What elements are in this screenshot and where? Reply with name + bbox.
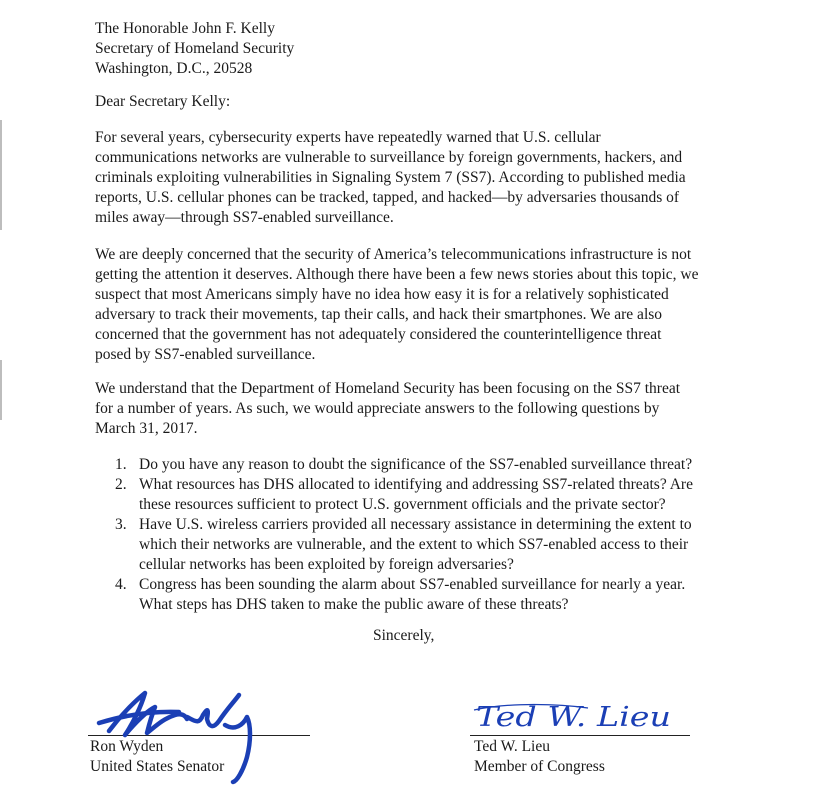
question-line: Do you have any reason to doubt the significance of the SS7-enabled surveillance threat? <box>139 456 693 473</box>
list-item <box>115 575 765 615</box>
scan-edge-mark <box>0 120 2 230</box>
recipient-address <box>95 19 294 79</box>
paragraph-line: adversary to track their movements, tap their calls, and hack their smartphones. We are also <box>95 306 663 323</box>
paragraph-line: suspect that most Americans simply have no idea how easy it is for a relatively sophisticated <box>95 286 669 303</box>
paragraph-line: reports, U.S. cellular phones can be tracked, tapped, and hacked—by adversaries thousands of <box>95 189 680 206</box>
paragraph-line: We are deeply concerned that the security of America’s telecommunications infrastructure is not <box>95 246 692 263</box>
question-number: 4. <box>115 576 127 593</box>
paragraph-line: miles away—through SS7-enabled surveillance. <box>95 209 394 226</box>
signatory-title: United States Senator <box>90 758 225 775</box>
paragraph <box>95 128 735 228</box>
signatory-lieu <box>474 737 605 777</box>
paragraph <box>95 379 735 439</box>
signatory-name: Ron Wyden <box>90 738 164 755</box>
lieu-signature <box>470 698 680 738</box>
list-item <box>115 515 765 575</box>
list-item <box>115 455 765 475</box>
question-number: 2. <box>115 476 127 493</box>
paragraph-line: communications networks are vulnerable to surveillance by foreign governments, hackers, and <box>95 149 683 166</box>
question-number: 3. <box>115 516 127 533</box>
paragraph-line: getting the attention it deserves. Although there have been a few news stories about this topic, we <box>95 266 699 283</box>
paragraph-line: We understand that the Department of Homeland Security has been focusing on the SS7 threat <box>95 380 681 397</box>
paragraph-line: posed by SS7-enabled surveillance. <box>95 346 316 363</box>
paragraph-line: for a number of years. As such, we would appreciate answers to the following questions by <box>95 400 660 417</box>
question-line: these resources sufficient to protect U.S. government officials and the private sector? <box>139 496 666 513</box>
paragraph-line: criminals exploiting vulnerabilities in Signaling System 7 (SS7). According to published media <box>95 169 686 186</box>
question-line: What resources has DHS allocated to identifying and addressing SS7-related threats? Are <box>139 476 693 493</box>
question-number: 1. <box>115 456 127 473</box>
recipient-title: Secretary of Homeland Security <box>95 40 295 57</box>
signatory-title: Member of Congress <box>474 758 605 775</box>
list-item <box>115 475 765 515</box>
question-line: What steps has DHS taken to make the public aware of these threats? <box>139 596 569 613</box>
recipient-city: Washington, D.C., 20528 <box>95 60 253 77</box>
recipient-name: The Honorable John F. Kelly <box>95 20 275 37</box>
scan-edge-mark <box>0 360 2 420</box>
question-line: cellular networks has been exploited by foreign adversaries? <box>139 556 514 573</box>
question-list <box>115 455 765 615</box>
signatory-wyden <box>90 737 224 777</box>
salutation: Dear Secretary Kelly: <box>95 93 231 110</box>
question-line: Have U.S. wireless carriers provided all necessary assistance in determining the extent to <box>139 516 692 533</box>
question-line: which their networks are vulnerable, and the extent to which SS7-enabled access to their <box>139 536 689 553</box>
lieu-signature-lettering: Ted W. Lieu <box>476 702 671 733</box>
question-line: Congress has been sounding the alarm about SS7-enabled surveillance for nearly a year. <box>139 576 686 593</box>
closing: Sincerely, <box>373 627 435 644</box>
paragraph-line: concerned that the government has not adequately considered the counterintelligence threat <box>95 326 662 343</box>
paragraph <box>95 245 735 365</box>
paragraph-line: For several years, cybersecurity experts have repeatedly warned that U.S. cellular <box>95 129 601 146</box>
paragraph-line: March 31, 2017. <box>95 420 198 437</box>
signatory-name: Ted W. Lieu <box>474 738 550 755</box>
